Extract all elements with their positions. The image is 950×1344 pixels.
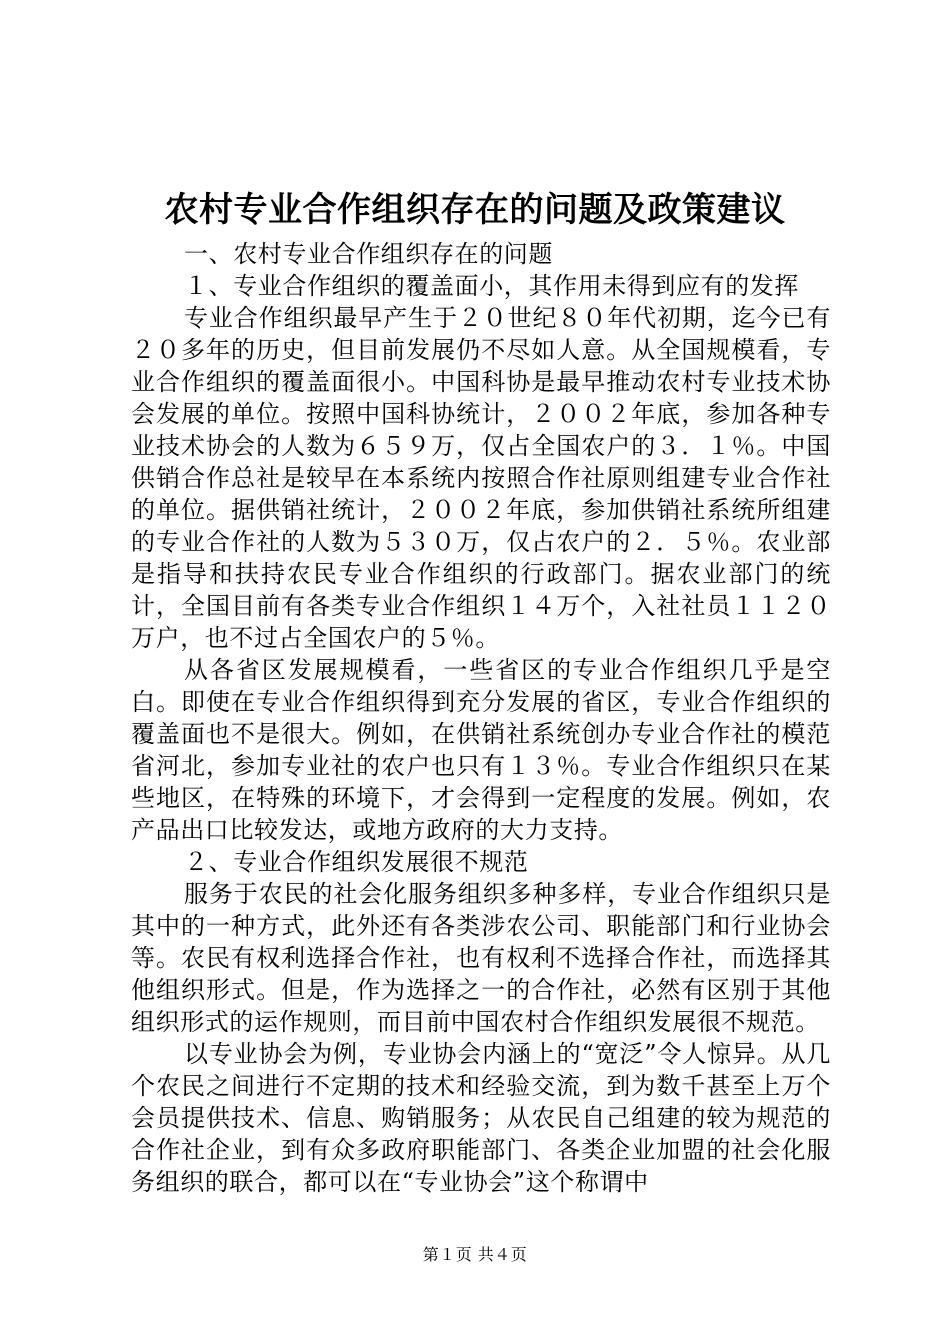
body-paragraph: 服务于农民的社会化服务组织多种多样，专业合作组织只是其中的一种方式，此外还有各类涉农公司、职能部门和行业协会等。农民有权利选择合作社，也有权利不选择合作社，而选择其他组织形式。但是，作为选择之一的合作社，必然有区别于其他组织形式的运作规则，而目前中国农村合作组织发展很不规范。 bbox=[131, 880, 831, 1036]
section-heading: 一、农村专业合作组织存在的问题 bbox=[184, 240, 553, 268]
subsection-heading: ２、专业合作组织发展很不规范 bbox=[184, 848, 529, 876]
body-paragraph: 专业合作组织最早产生于２０世纪８０年代初期，迄今已有２０多年的历史，但目前发展仍不尽如人意。从全国规模看，专业合作组织的覆盖面很小。中国科协是最早推动农村专业技术协会发展的单位。按照中国科协统计，２００２年底，参加各种专业技术协会的人数为６５９万，仅占全国农户的３．１％。中国供销合作总社是较早在本系统内按照合作社原则组建专业合作社的单位。据供销社统计，２００２年底，参加供销社系统所组建的专业合作社的人数为５３０万，仅占农户的２．５％。农业部是指导和扶持农民专业合作组织的行政部门。据农业部门的统计，全国目前有各类专业合作组织１４万个，入社社员１１２０万户，也不过占全国农户的５％。 bbox=[131, 304, 831, 652]
subsection-heading: １、专业合作组织的覆盖面小，其作用未得到应有的发挥 bbox=[184, 272, 799, 300]
document-body bbox=[131, 238, 831, 1198]
document-title: 农村专业合作组织存在的问题及政策建议 bbox=[164, 190, 786, 230]
body-paragraph: 从各省区发展规模看，一些省区的专业合作组织几乎是空白。即使在专业合作组织得到充分发展的省区，专业合作组织的覆盖面也不是很大。例如，在供销社系统创办专业合作社的模范省河北，参加专业社的农户也只有１３％。专业合作组织只在某些地区，在特殊的环境下，才会得到一定程度的发展。例如，农产品出口比较发达，或地方政府的大力支持。 bbox=[131, 656, 831, 844]
page-footer: 第１页 共４页 bbox=[422, 1245, 528, 1264]
body-paragraph: 以专业协会为例，专业协会内涵上的“宽泛”令人惊异。从几个农民之间进行不定期的技术和经验交流，到为数千甚至上万个会员提供技术、信息、购销服务；从农民自己组建的较为规范的合作社企业，到有众多政府职能部门、各类企业加盟的社会化服务组织的联合，都可以在“专业协会”这个称谓中 bbox=[131, 1040, 831, 1196]
